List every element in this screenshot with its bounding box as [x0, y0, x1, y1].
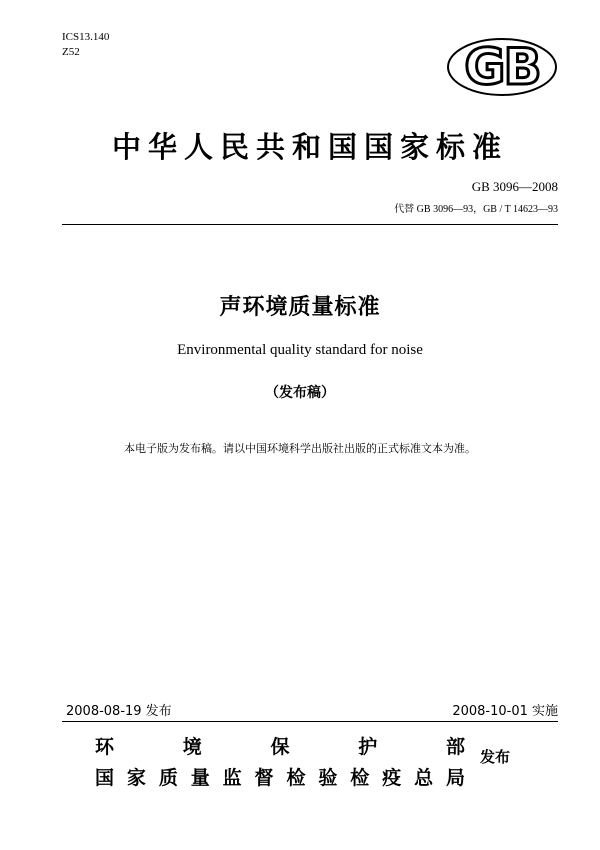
national-standard-title: 中华人民共和国国家标准	[111, 130, 508, 164]
implementation-date: 2008-10-01 实施	[452, 704, 558, 719]
top-divider	[62, 224, 558, 225]
gb-logo	[447, 38, 557, 96]
publisher-char: 总	[414, 767, 434, 789]
standard-number: GB 3096—2008	[471, 179, 558, 194]
publisher-char: 验	[318, 767, 338, 789]
classification-codes	[62, 30, 109, 60]
publisher-char: 部	[445, 736, 465, 758]
publisher-char: 家	[126, 767, 146, 789]
publisher-char: 督	[254, 767, 274, 789]
publisher-char: 护	[358, 736, 378, 758]
publisher-char: 境	[182, 736, 202, 758]
publisher-char: 保	[270, 736, 290, 758]
document-title-en: Environmental quality standard for noise	[177, 342, 423, 358]
gb-logo-text: GB	[464, 38, 540, 96]
publisher-char: 局	[445, 767, 465, 789]
issue-label: 发布	[480, 748, 511, 766]
category-code: Z52	[62, 46, 80, 58]
publisher-ministry	[95, 732, 465, 759]
issue-date: 2008-08-19 发布	[66, 704, 172, 719]
ics-code: ICS13.140	[62, 31, 110, 43]
publisher-char: 环	[95, 736, 115, 758]
bottom-divider	[62, 721, 558, 722]
publisher-char: 质	[158, 767, 178, 789]
publisher-char: 监	[222, 767, 242, 789]
publisher-char: 检	[350, 767, 370, 789]
publisher-char: 量	[190, 767, 210, 789]
publisher-char: 疫	[382, 767, 402, 789]
publisher-char: 检	[286, 767, 306, 789]
replaces-note: 代替 GB 3096—93，GB / T 14623—93	[394, 204, 558, 215]
publisher-aqsiq	[95, 763, 465, 790]
publisher-char: 国	[95, 767, 115, 789]
document-title-cn: 声环境质量标准	[219, 295, 381, 320]
edition-note: （发布稿）	[265, 385, 335, 401]
electronic-edition-notice: 本电子版为发布稿。请以中国环境科学出版社出版的正式标准文本为准。	[124, 442, 476, 455]
